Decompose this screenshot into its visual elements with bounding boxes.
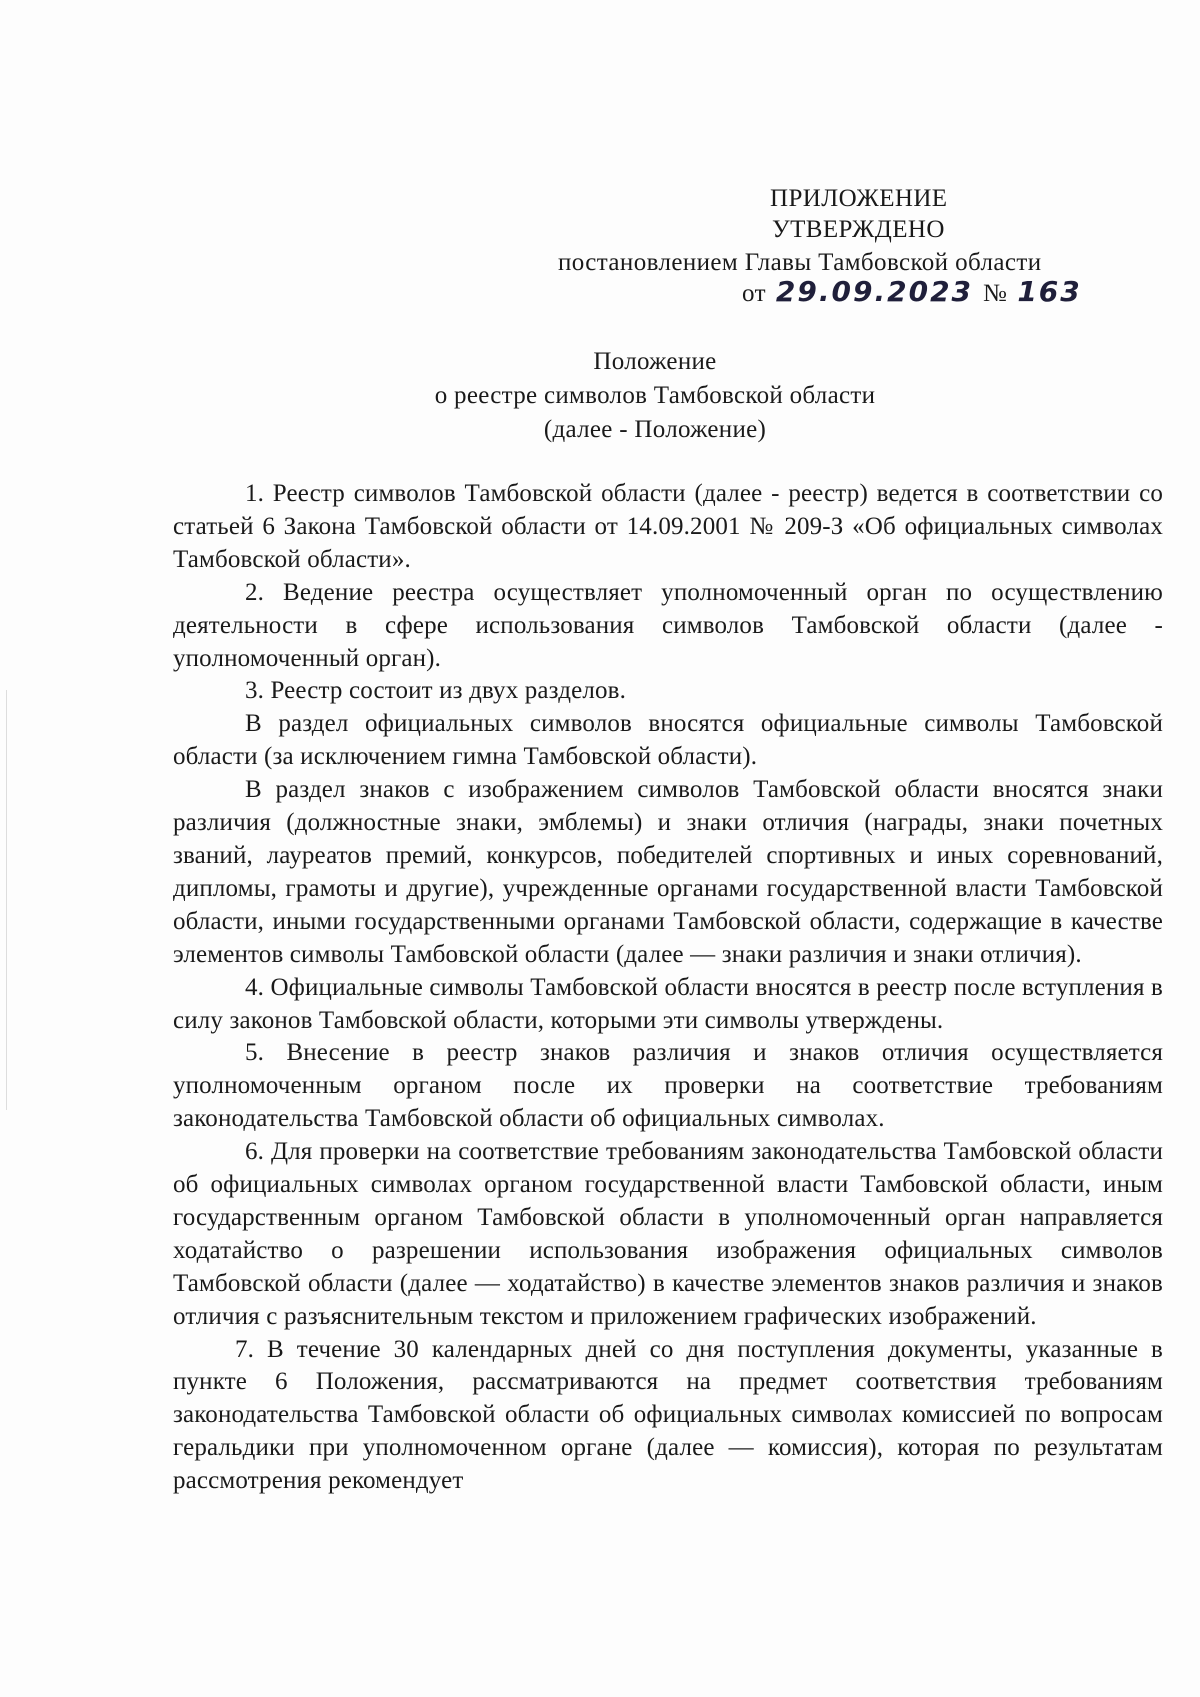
scan-edge-mark (6, 690, 7, 1110)
title-line-1: Положение (593, 348, 717, 375)
document-title (0, 345, 1200, 447)
appendix-label: ПРИЛОЖЕНИЕ (770, 185, 948, 212)
decree-line: постановлением Главы Тамбовской области (558, 249, 1042, 276)
paragraph-6: 6. Для проверки на соответствие требованиям законодательства Тамбовской области об официальных символах органом государственной власти Тамбовской области, иным государственным органом Тамбовской области в уполномоченный орган направляется ходатайство о разрешении использования изображения официальных символов Тамбовской области (далее — ходатайство) в качестве элементов знаков различия и знаков отличия с разъяснительным текстом и приложением графических изображений. (173, 1138, 1163, 1330)
date-prefix: от (742, 280, 766, 307)
paragraph-3-section-2: В раздел знаков с изображением символов Тамбовской области вносятся знаки различия (должностные знаки, эмблемы) и знаки отличия (награды, знаки почетных званий, лауреатов премий, конкурсов, победителей спортивных и иных соревнований, дипломы, грамоты и другие), учрежденные органами государственной власти Тамбовской области, иными государственными органами Тамбовской области, содержащие в качестве элементов символы Тамбовской области (далее — знаки различия и знаки отличия). (173, 776, 1163, 968)
document-body (173, 478, 1163, 1498)
approved-label: УТВЕРЖДЕНО (772, 216, 945, 243)
paragraph-7: 7. В течение 30 календарных дней со дня поступления документы, указанные в пункте 6 Положения, рассматриваются на предмет соответствия требованиям законодательства Тамбовской области об официальных символах комиссией по вопросам геральдики при уполномоченном органе (далее — комиссия), которая по результатам рассмотрения рекомендует (173, 1335, 1163, 1495)
paragraph-5: 5. Внесение в реестр знаков различия и знаков отличия осуществляется уполномоченным органом после их проверки на соответствие требованиям законодательства Тамбовской области об официальных символах. (173, 1039, 1163, 1133)
paragraph-1: 1. Реестр символов Тамбовской области (далее - реестр) ведется в соответствии со статьей 6 Закона Тамбовской области от 14.09.2001 № 209-З «Об официальных символах Тамбовской области». (173, 480, 1163, 573)
title-line-3: (далее - Положение) (543, 416, 767, 443)
paragraph-2: 2. Ведение реестра осуществляет уполномоченный орган по осуществлению деятельности в сфере использования символов Тамбовской области (далее - уполномоченный орган). (173, 578, 1163, 672)
paragraph-4: 4. Официальные символы Тамбовской области вносятся в реестр после вступления в силу законов Тамбовской области, которыми эти символы утверждены. (173, 973, 1163, 1034)
handwritten-number: 163 (1017, 275, 1082, 308)
decree-date-row (742, 277, 1082, 309)
paragraph-3: 3. Реестр состоит из двух разделов. (245, 677, 626, 705)
paragraph-3-section-1: В раздел официальных символов вносятся официальные символы Тамбовской области (за исключением гимна Тамбовской области). (173, 710, 1163, 771)
title-line-2: о реестре символов Тамбовской области (434, 382, 876, 409)
handwritten-date: 29.09.2023 (775, 275, 974, 308)
number-sign: № (983, 280, 1008, 307)
